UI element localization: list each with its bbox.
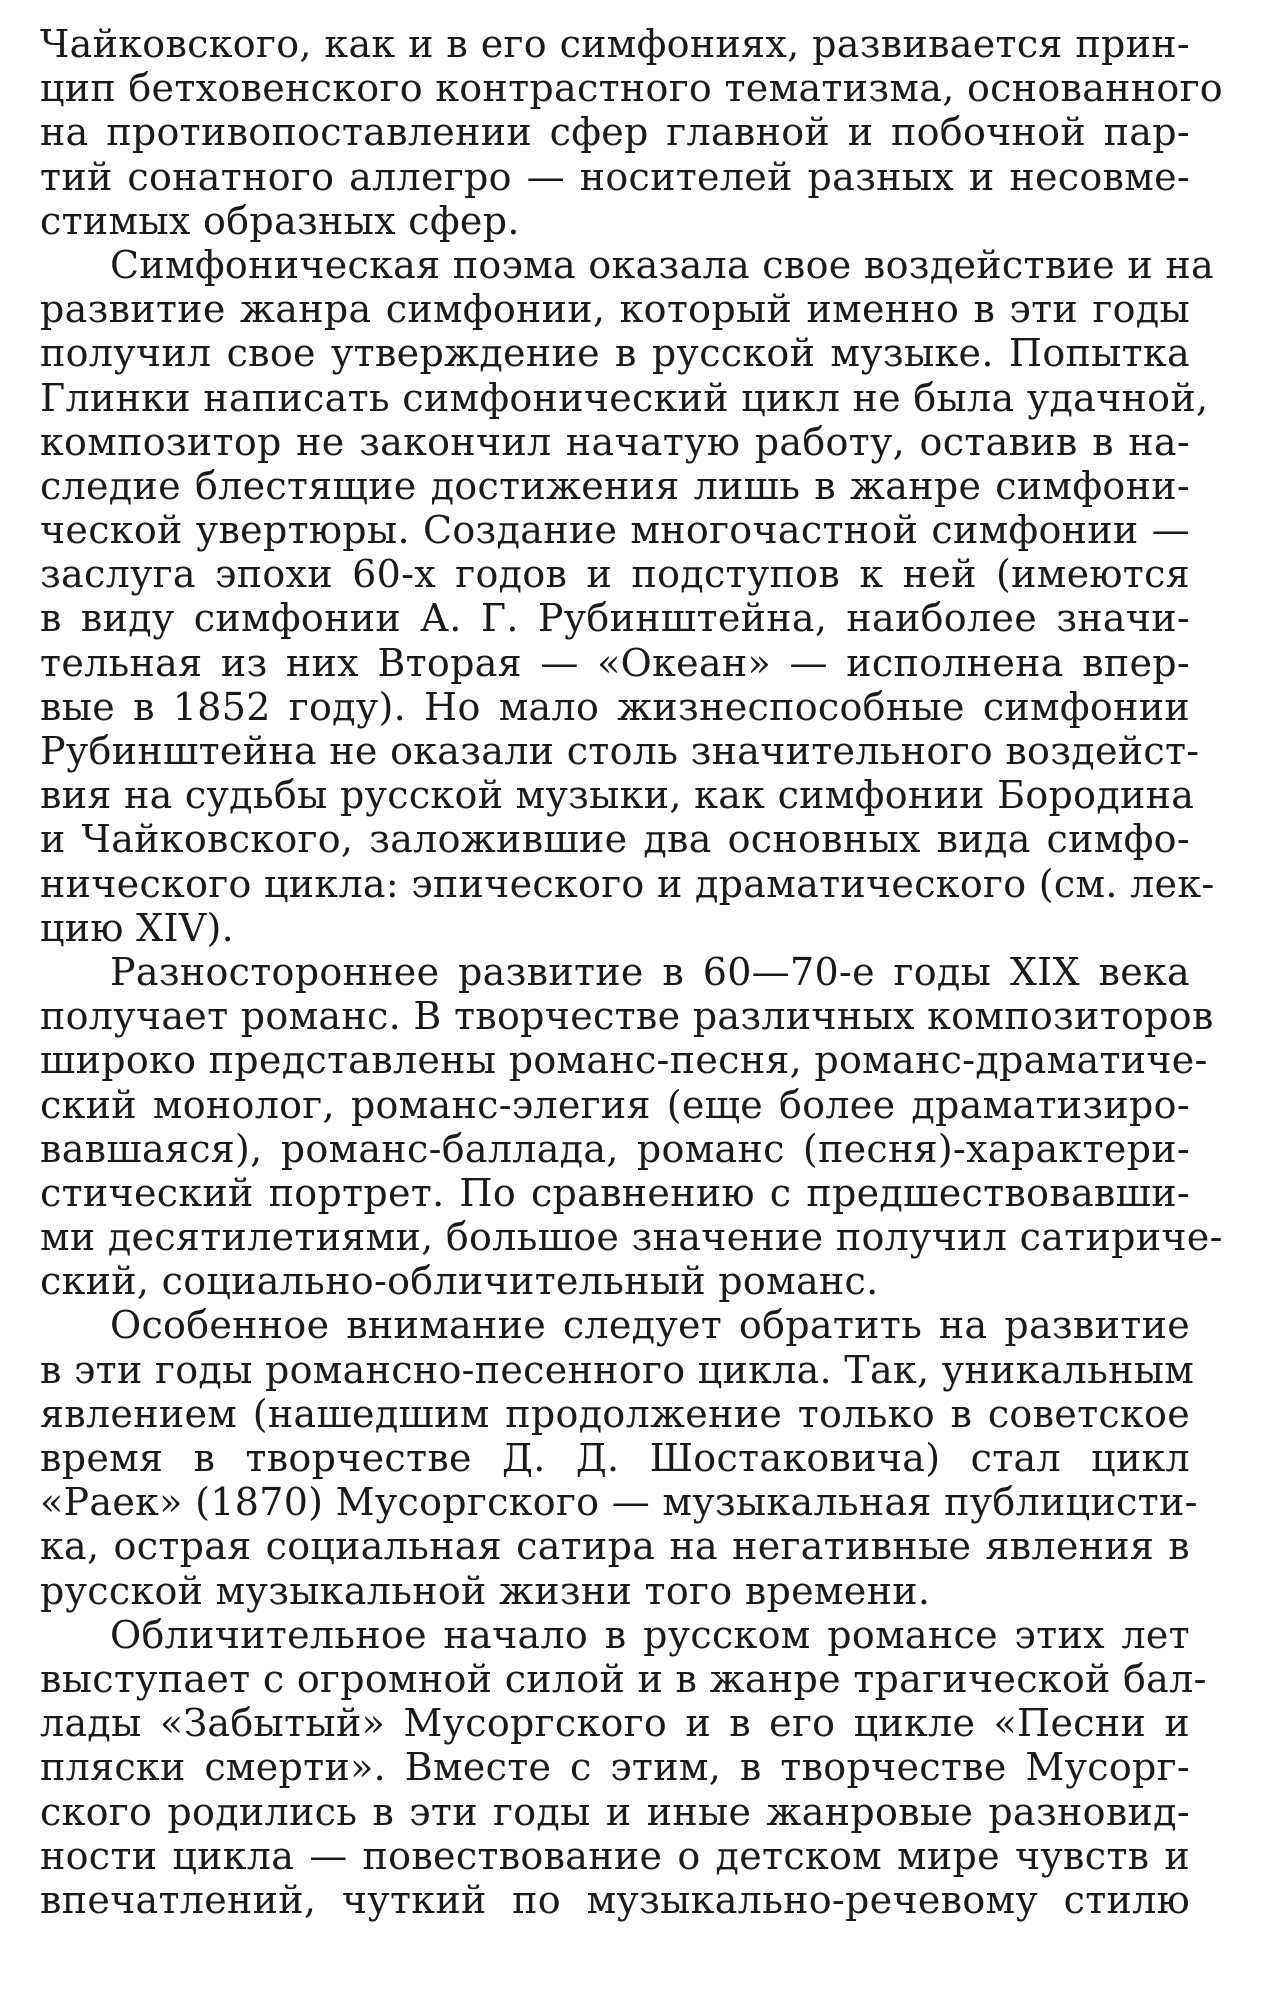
text-line: Симфоническая поэма оказала свое воздействие и на xyxy=(110,242,1214,287)
text-line: впечатлений, чуткий по музыкально-речевому стилю xyxy=(40,1877,1190,1922)
text-line: следие блестящие достижения лишь в жанре симфони- xyxy=(40,463,1190,508)
text-line: «Раек» (1870) Мусоргского — музыкальная публицисти- xyxy=(40,1480,1198,1525)
text-line: нического цикла: эпического и драматического (см. лек- xyxy=(40,861,1215,906)
text-line: стимых образных сфер. xyxy=(40,198,520,243)
text-line: пляски смерти». Вместе с этим, в творчестве Мусорг- xyxy=(40,1745,1190,1790)
text-line: лады «Забытый» Мусоргского и в его цикле «Песни и xyxy=(40,1701,1190,1746)
paragraph-5 xyxy=(40,1612,1207,1922)
text-line: стический портрет. По сравнению с предшествовавши- xyxy=(40,1170,1190,1215)
text-line: ского родились в эти годы и иные жанровые разновид- xyxy=(40,1789,1190,1834)
text-line: цип бетховенского контрастного тематизма, основанного xyxy=(40,66,1223,111)
paragraph-4 xyxy=(40,1303,1198,1613)
text-line: цию XIV). xyxy=(40,905,235,950)
text-line: в эти годы романсно-песенного цикла. Так, уникальным xyxy=(40,1347,1195,1392)
text-line: композитор не закончил начатую работу, оставив в на- xyxy=(40,419,1190,464)
text-line: тельная из них Вторая — «Океан» — исполнена впер- xyxy=(40,640,1190,685)
page-text xyxy=(40,22,1223,1922)
text-line: и Чайковского, заложившие два основных вида симфо- xyxy=(40,817,1190,862)
text-line: Обличительное начало в русском романсе этих лет xyxy=(110,1612,1190,1657)
text-line: Глинки написать симфонический цикл не была удачной, xyxy=(40,375,1209,420)
text-line: ческой увертюры. Создание многочастной симфонии — xyxy=(40,508,1190,553)
text-line: вия на судьбы русской музыки, как симфонии Бородина xyxy=(40,773,1195,818)
text-line: время в творчестве Д. Д. Шостаковича) стал цикл xyxy=(40,1436,1190,1480)
text-line: ский монолог, романс-элегия (еще более драматизиро- xyxy=(40,1082,1190,1127)
paragraph-2 xyxy=(40,242,1215,950)
text-line: ка, острая социальная сатира на негативные явления в xyxy=(40,1524,1190,1569)
text-line: Рубинштейна не оказали столь значительного воздейст- xyxy=(40,729,1200,773)
text-line: русской музыкальной жизни того времени. xyxy=(40,1568,931,1613)
text-line: развитие жанра симфонии, который именно в эти годы xyxy=(40,287,1190,332)
text-line: вые в 1852 году). Но мало жизнеспособные симфонии xyxy=(40,684,1190,729)
text-line: ности цикла — повествование о детском мире чувств и xyxy=(40,1833,1190,1878)
text-line: получил свое утверждение в русской музыке. Попытка xyxy=(40,331,1190,376)
text-line: Особенное внимание следует обратить на развитие xyxy=(110,1303,1190,1348)
text-line: Чайковского, как и в его симфониях, развивается прин- xyxy=(40,22,1190,66)
text-line: Разностороннее развитие в 60—70-е годы XIX века xyxy=(110,949,1190,994)
text-line: на противопоставлении сфер главной и побочной пар- xyxy=(40,110,1190,155)
text-line: в виду симфонии А. Г. Рубинштейна, наиболее значи- xyxy=(40,596,1190,641)
paragraph-1 xyxy=(40,22,1223,243)
text-line: получает романс. В творчестве различных композиторов xyxy=(40,994,1214,1039)
text-line: ми десятилетиями, большое значение получил сатириче- xyxy=(40,1215,1223,1260)
text-line: широко представлены романс-песня, романс-драматиче- xyxy=(40,1038,1208,1083)
text-line: ский, социально-обличительный романс. xyxy=(40,1259,879,1304)
text-line: заслуга эпохи 60-х годов и подступов к ней (имеются xyxy=(40,552,1190,597)
text-line: явлением (нашедшим продолжение только в советское xyxy=(40,1391,1190,1436)
paragraph-3 xyxy=(40,949,1223,1304)
text-line: вавшаяся), романс-баллада, романс (песня)-характери- xyxy=(40,1126,1190,1171)
text-line: тий сонатного аллегро — носителей разных и несовме- xyxy=(40,154,1190,199)
text-line: выступает с огромной силой и в жанре трагической бал- xyxy=(40,1656,1207,1701)
